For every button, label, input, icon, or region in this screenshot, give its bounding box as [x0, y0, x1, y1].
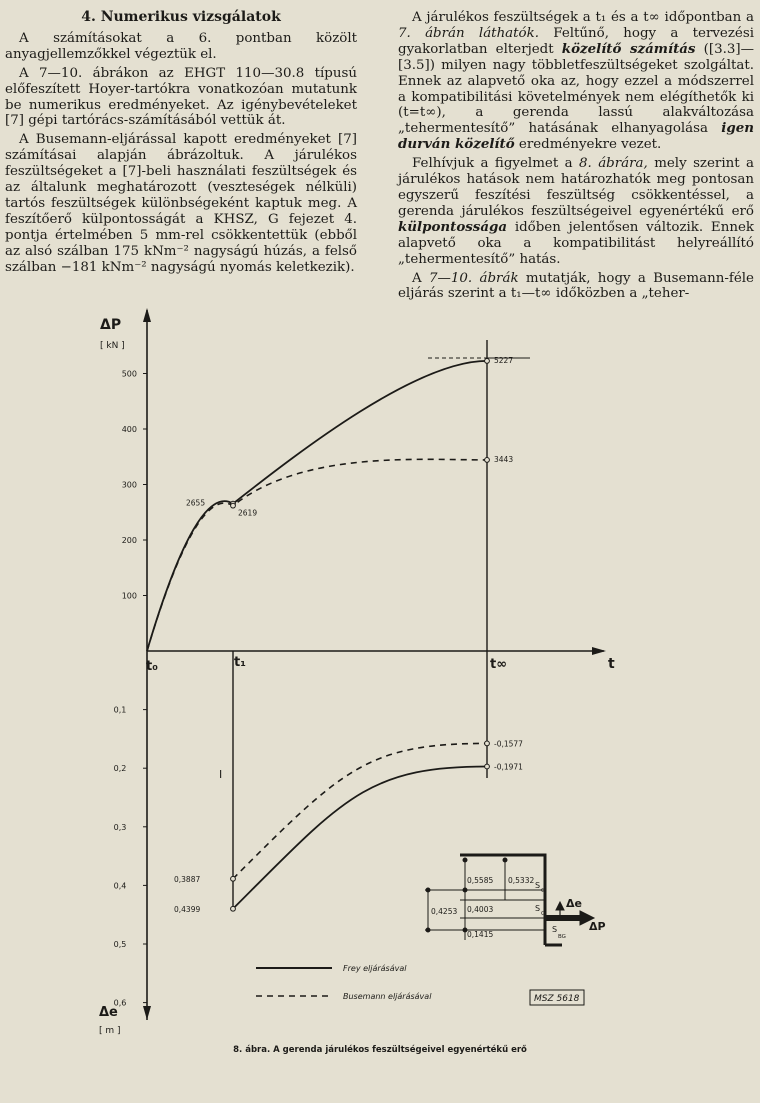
dp-tick-label: 100	[121, 591, 137, 601]
data-point	[231, 876, 236, 881]
data-label: 5227	[494, 355, 514, 365]
figure-8	[0, 300, 760, 1103]
emphasis: közelítő számítás	[561, 40, 696, 57]
data-point	[231, 906, 236, 911]
text-run: időben jelentősen változik. Ennek alapvető oka a kompatibilitást helyreállító „tehermentesítő” hatás.	[398, 219, 754, 267]
data-label-group	[174, 356, 523, 914]
inset-value: 0,1415	[467, 930, 494, 939]
t1-marker: I	[219, 768, 223, 781]
de-tick-label: 0,1	[113, 705, 127, 715]
data-label: 2655	[186, 498, 206, 508]
de-arrowhead	[556, 902, 564, 910]
paragraph: A számításokat a 6. pontban közölt anyagjellemzőkkel végeztük el.	[5, 30, 357, 62]
text-run: Felhívjuk a figyelmet a	[412, 156, 580, 172]
time-axis-arrow	[592, 647, 606, 655]
legend-frey-label: Frey eljárásával	[343, 964, 407, 973]
figure-reference: 7. ábrán láthatók.	[398, 25, 539, 41]
de-tick-label: 0,3	[113, 822, 127, 832]
data-label: -0,1971	[494, 762, 523, 772]
inset-value: 0,5585	[467, 876, 494, 885]
de-axis-unit: [ m ]	[99, 1026, 121, 1036]
figure-caption	[0, 1045, 760, 1055]
dp-tick-label: 200	[121, 536, 137, 545]
dim-node	[426, 928, 430, 932]
time-axis-label: t	[608, 656, 615, 672]
de-tick-label: 0,6	[113, 998, 127, 1008]
stamp	[530, 990, 584, 1005]
paragraph	[398, 156, 754, 267]
dp-tick-label: 500	[121, 369, 137, 379]
dp-axis-unit: [ kN ]	[100, 341, 125, 351]
inset-symbol: S	[535, 881, 541, 890]
text-run: ([3.3]—[3.5]) milyen nagy többletfeszültségeket szolgáltat. Ennek az alapvető oka az, hogy ezzel a módszerrel a kompatibilitási követelmények nem elégíthetők ki (t=t∞), a gerenda lassú alakváltozása „tehermentesítő” hatásának elhanyagolása	[398, 41, 754, 137]
text-run: A járulékos feszültségek a t₁ és a t∞ időpontban a	[412, 10, 754, 25]
paragraph: A 7—10. ábrákon az EHGT 110—30.8 típusú előfeszített Hoyer-tartókra vonatkozóan mutatunk be numerikus eredményeket. Az igénybevételeket [7] gépi tartórács-számításából vettük át.	[5, 65, 357, 129]
inset-symbol: S	[552, 925, 558, 934]
legend-busemann-label: Busemann eljárásával	[343, 992, 432, 1001]
paragraph	[398, 271, 754, 303]
legend	[256, 964, 432, 1001]
stamp-text: MSZ 5618	[534, 994, 580, 1004]
dim-node	[426, 888, 430, 892]
text-run: Feltűnő, hogy a tervezési gyakorlatban elterjedt	[398, 25, 754, 57]
de-tick-label: 0,2	[113, 764, 127, 774]
data-point	[485, 359, 490, 364]
vertical-axis-arrow-bottom	[143, 1006, 151, 1020]
dim-node	[463, 858, 467, 862]
data-point	[485, 458, 490, 463]
curve-group	[147, 359, 489, 912]
text-run: A	[412, 270, 429, 286]
de-tick-label: 0,4	[113, 881, 127, 891]
de-axis-symbol: Δe	[99, 1005, 118, 1020]
inset-symbol-sub: G	[541, 911, 546, 917]
inset-value: 0,5332	[508, 876, 535, 885]
data-label: 0,3887	[174, 874, 201, 884]
dim-node	[503, 858, 507, 862]
t0-label: t₀	[146, 659, 158, 674]
emphasis: külpontossága	[398, 218, 508, 235]
series-busemann-dp	[147, 459, 487, 651]
dp-tick-label: 300	[121, 480, 137, 490]
tick-group	[114, 370, 147, 1008]
data-label: 0,4399	[174, 904, 201, 914]
vertical-axis-arrow-top	[143, 308, 151, 322]
tinf-label: t∞	[490, 657, 508, 672]
data-label: -0,1577	[494, 739, 523, 749]
data-label: 3443	[494, 454, 514, 464]
t1-label: t₁	[234, 655, 246, 670]
text-run: mely szerint a járulékos hatások nem határozhatók meg pontosan egyszerű feszítési feszültség csökkentéssel, a gerenda járulékos feszültségeivel egyenértékű erő	[398, 156, 754, 219]
inset-value: 0,4253	[431, 907, 458, 916]
caption-text: 8. ábra. A gerenda járulékos feszültségeivel egyenértékű erő	[233, 1045, 527, 1055]
emphasis: igen durván közelítő	[398, 120, 754, 153]
data-label: 2619	[238, 508, 258, 518]
dp-tick-label: 400	[121, 425, 137, 434]
data-point	[485, 764, 490, 769]
right-column	[398, 10, 754, 305]
text-run: eredményekre vezet.	[514, 137, 662, 153]
text-run: mutatják, hogy a Busemann-féle eljárás szerint a t₁—t∞ időközben a „teher-	[398, 270, 754, 302]
data-point	[485, 741, 490, 746]
series-busemann-de	[233, 743, 487, 878]
paragraph	[398, 10, 754, 153]
inset-symbol-sub: BG	[558, 934, 566, 940]
series-frey-de	[233, 767, 487, 909]
figure-reference: 8. ábrára,	[579, 156, 648, 172]
figure-reference: 7—10. ábrák	[428, 270, 519, 286]
left-column	[5, 10, 357, 279]
dim-node	[463, 888, 467, 892]
de-tick-label: 0,5	[113, 940, 127, 949]
inset-value: 0,4003	[467, 905, 494, 914]
inset-symbol: S	[535, 904, 541, 913]
paragraph: A Busemann-eljárással kapott eredményeket [7] számításai alapján ábrázoltuk. A járulékos feszültségeket a [7]-beli használati feszültségek és az általunk meghatározott (veszteségek nélküli) tartós feszültségek különbségeként kaptuk meg. A feszítőerő külpontosságát a KHSZ, G fejezet 4. pontja értelmében 5 mm-rel csökkentettük (ebből az alsó szálban 175 kNm⁻² nagyságú húzás, a felső szálban −181 kNm⁻² nagyságú nyomás keletkezik).	[5, 132, 357, 275]
section-heading: 4. Numerikus vizsgálatok	[81, 9, 281, 25]
inset-arrow-label: Δe	[566, 897, 582, 910]
data-point	[231, 503, 236, 508]
dp-axis-symbol: ΔP	[100, 317, 122, 333]
inset-arrow-label: ΔP	[589, 920, 606, 933]
axes	[143, 308, 606, 1020]
inset-symbol-sub: G	[541, 888, 546, 894]
